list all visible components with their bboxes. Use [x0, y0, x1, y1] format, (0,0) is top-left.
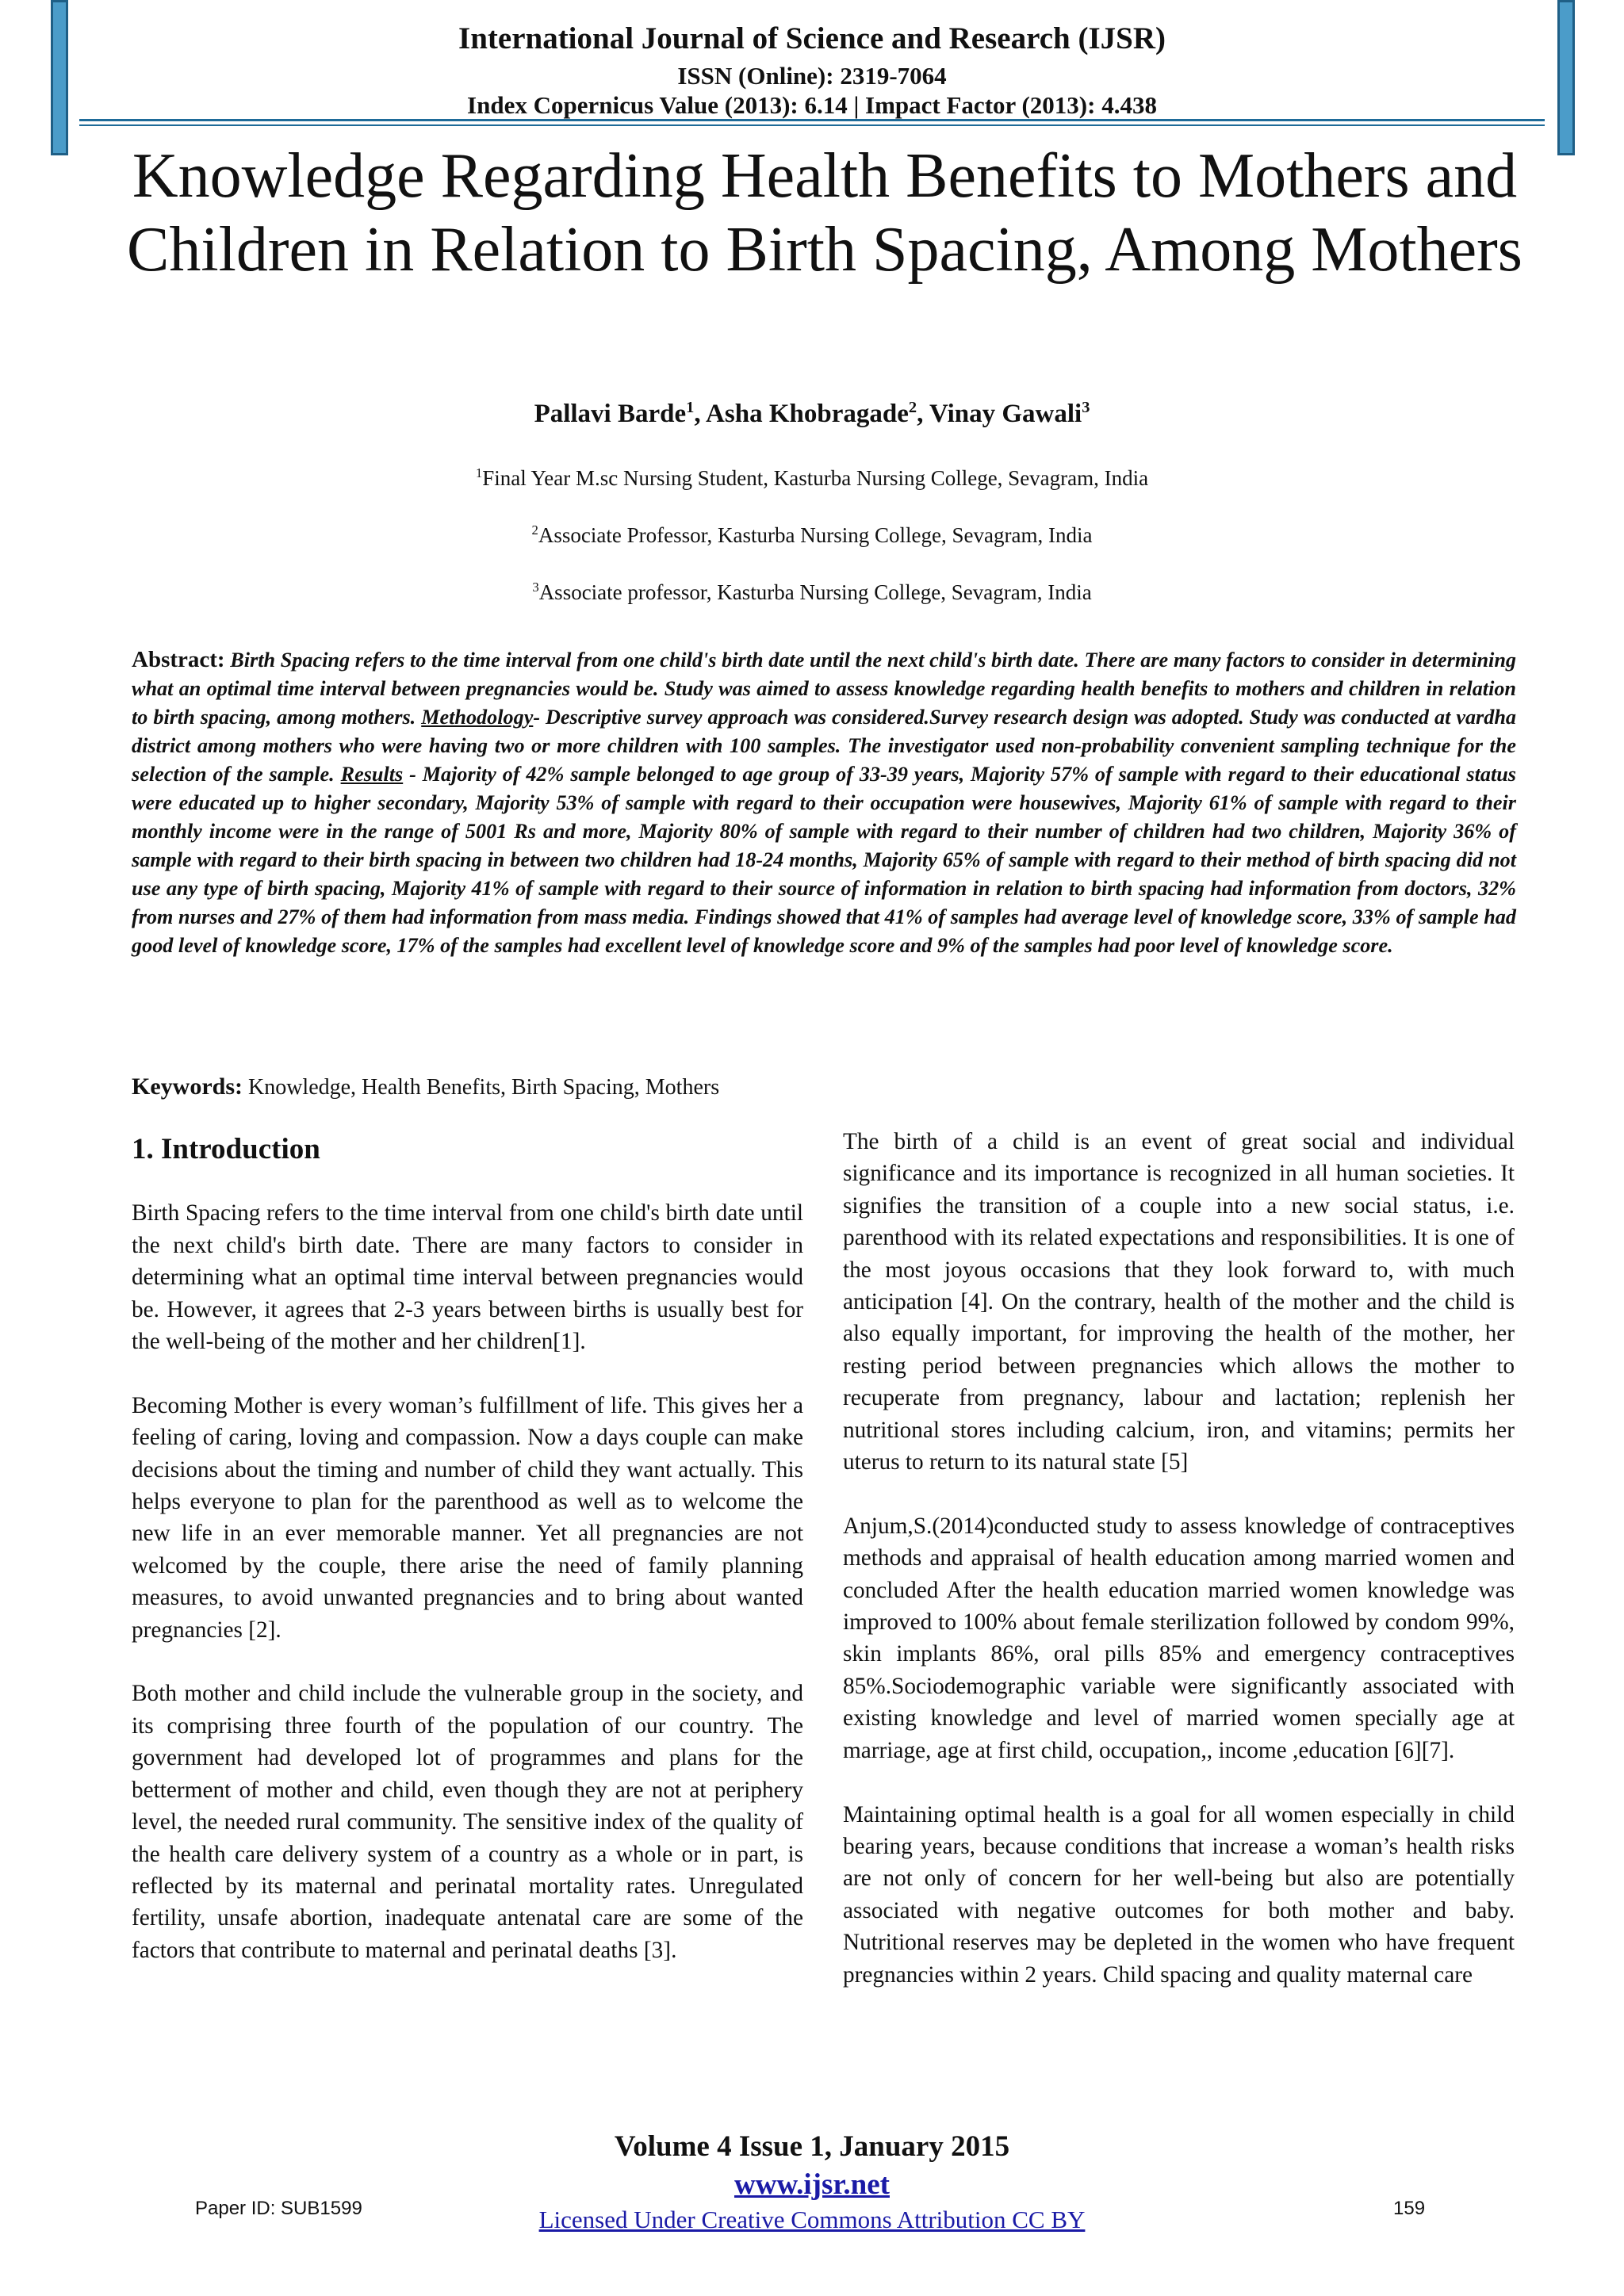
author-affiliation-mark: 3 [1082, 399, 1090, 416]
abstract-label: Abstract: [132, 647, 225, 672]
affiliation-mark: 2 [531, 522, 538, 538]
affiliation-text: Final Year M.sc Nursing Student, Kasturba Nursing College, Sevagram, India [482, 466, 1149, 490]
footer-paper-id: Paper ID: SUB1599 [195, 2198, 362, 2219]
right-column [843, 1126, 1515, 1991]
paper-title: Knowledge Regarding Health Benefits to Mothers and Children in Relation to Birth Spacing, Among Mothers [127, 141, 1522, 285]
body-paragraph: The birth of a child is an event of great social and individual significance and its importance is recognized in all human societies. It signifies the transition of a couple into a new social status, i.e. parenthood with its related expectations and responsibilities. It is one of the most joyous occasions that they look forward to, with much anticipation [4]. On the contrary, health of the mother and the child is also equally important, for improving the health of the mother, her resting period between pregnancies which allows the mother to recuperate from pregnancy, labour and lactation; replenish her nutritional stores including calcium, iron, and vitamins; permits her uterus to return to its natural state [5] [843, 1129, 1515, 1475]
author-name: Pallavi Barde [534, 400, 687, 428]
body-paragraph: Birth Spacing refers to the time interval from one child's birth date until the next child's birth date. There are many factors to consider in determining what an optimal time interval between pregnancies would be. However, it agrees that 2-3 years between births is usually best for the well-being of the mother and her children[1]. [132, 1200, 803, 1355]
abstract-text: - Majority of 42% sample belonged to age group of 33-39 years, Majority 57% of sample with regard to their educational status were educated up to higher secondary, Majority 53% of sample with regard to their occupation were housewives, Majority 61% of sample with regard to their monthly income were in the range of 5001 Rs and more, Majority 80% of sample with regard to their number of children had two children, Majority 36% of sample with regard to their birth spacing in between two children had 18-24 months, Majority 65% of sample with regard to their method of birth spacing did not use any type of birth spacing, Majority 41% of sample with regard to their source of information in relation to birth spacing had information from doctors, 32% from nurses and 27% of them had information from mass media. Findings showed that 41% of samples had average level of knowledge score, 33% of sample had good level of knowledge score, 17% of the samples had excellent level of knowledge score and 9% of the samples had poor level of knowledge score. [132, 763, 1516, 957]
author-list [0, 400, 1624, 429]
affiliation-mark: 3 [532, 580, 539, 595]
journal-name: International Journal of Science and Research (IJSR) [458, 21, 1166, 55]
keywords-label: Keywords: [132, 1073, 243, 1100]
abstract-text: - Descriptive survey approach was considered.Survey research design was adopted. Study was conducted at vardha district among mothers who were having two or more children with 100 samples. The investigator used non-probability convenient sampling technique for the selection of the sample. [132, 706, 1516, 786]
abstract [132, 645, 1516, 960]
keywords [132, 1073, 1516, 1100]
author-affiliation-mark: 2 [908, 399, 917, 416]
body-paragraph: Becoming Mother is every woman’s fulfillment of life. This gives her a feeling of caring, loving and compassion. Now a days couple can make decisions about the timing and number of child they want actually. This helps everyone to plan for the parenthood as well as to welcome the new life in an ever memorable manner. Yet all pregnancies are not welcomed by the couple, there arise the need of family planning measures, to avoid unwanted pregnancies and to bring about wanted pregnancies [2]. [132, 1392, 803, 1643]
journal-index: Index Copernicus Value (2013): 6.14 | Impact Factor (2013): 4.438 [467, 91, 1157, 119]
results-label: Results [340, 763, 404, 786]
affiliation [0, 466, 1624, 491]
author-separator: , [694, 400, 707, 428]
author-name: Asha Khobragade [706, 400, 909, 428]
body-paragraph: Anjum,S.(2014)conducted study to assess knowledge of contraceptives methods and appraisal of health education among married women and concluded After the health education married women knowledge was improved to 100% about female sterilization followed by condom 99%, skin implants 86%, oral pills 85% and emergency contraceptives 85%.Sociodemographic variable were significantly associated with existing knowledge and level of married women specially age at marriage, age at first child, occupation,, income ,education [6][7]. [843, 1513, 1515, 1763]
section-heading: 1. Introduction [132, 1133, 320, 1165]
affiliation-text: Associate professor, Kasturba Nursing College, Sevagram, India [538, 580, 1092, 604]
abstract-text: Birth Spacing refers to the time interval from one child's birth date until the next child's birth date. There are many factors to consider in determining what an optimal time interval between pregnancies would be. Study was aimed to assess knowledge regarding health benefits to mothers and children in relation to birth spacing, among mothers. [132, 649, 1516, 729]
affiliation-text: Associate Professor, Kasturba Nursing College, Sevagram, India [538, 523, 1093, 547]
body-paragraph: Both mother and child include the vulnerable group in the society, and its comprising three fourth of the population of our country. The government had developed lot of programmes and plans for the betterment of mother and child, even though they are not at periphery level, the needed rural community. The sensitive index of the quality of the health care delivery system of a country as a whole or in part, is reflected by its maternal and perinatal mortality rates. Unregulated fertility, unsafe abortion, inadequate antenatal care are some of the factors that contribute to maternal and perinatal deaths [3]. [132, 1681, 803, 1963]
footer-license-link[interactable]: Licensed Under Creative Commons Attribution CC BY [538, 2206, 1086, 2233]
header-rule [79, 119, 1545, 121]
footer-volume: Volume 4 Issue 1, January 2015 [614, 2130, 1010, 2163]
keywords-text: Knowledge, Health Benefits, Birth Spacing, Mothers [242, 1075, 720, 1100]
author-separator: , [917, 400, 929, 428]
footer-website-link[interactable]: www.ijsr.net [734, 2168, 890, 2201]
affiliation [0, 523, 1624, 548]
affiliation-mark: 1 [475, 465, 483, 480]
page-number: 159 [1393, 2198, 1426, 2219]
methodology-label: Methodology [421, 706, 534, 729]
affiliation [0, 580, 1624, 605]
header-rule-thin [79, 124, 1545, 126]
author-affiliation-mark: 1 [686, 399, 695, 416]
journal-issn: ISSN (Online): 2319-7064 [677, 62, 947, 90]
body-paragraph: Maintaining optimal health is a goal for all women especially in child bearing years, because conditions that increase a woman’s health risks are not only of concern for her well-being but also are potentially associated with negative outcomes for both mother and baby. Nutritional reserves may be depleted in the women who have frequent pregnancies within 2 years. Child spacing and quality maternal care [843, 1801, 1515, 1988]
author-name: Vinay Gawali [929, 400, 1082, 428]
left-column [132, 1126, 803, 1966]
